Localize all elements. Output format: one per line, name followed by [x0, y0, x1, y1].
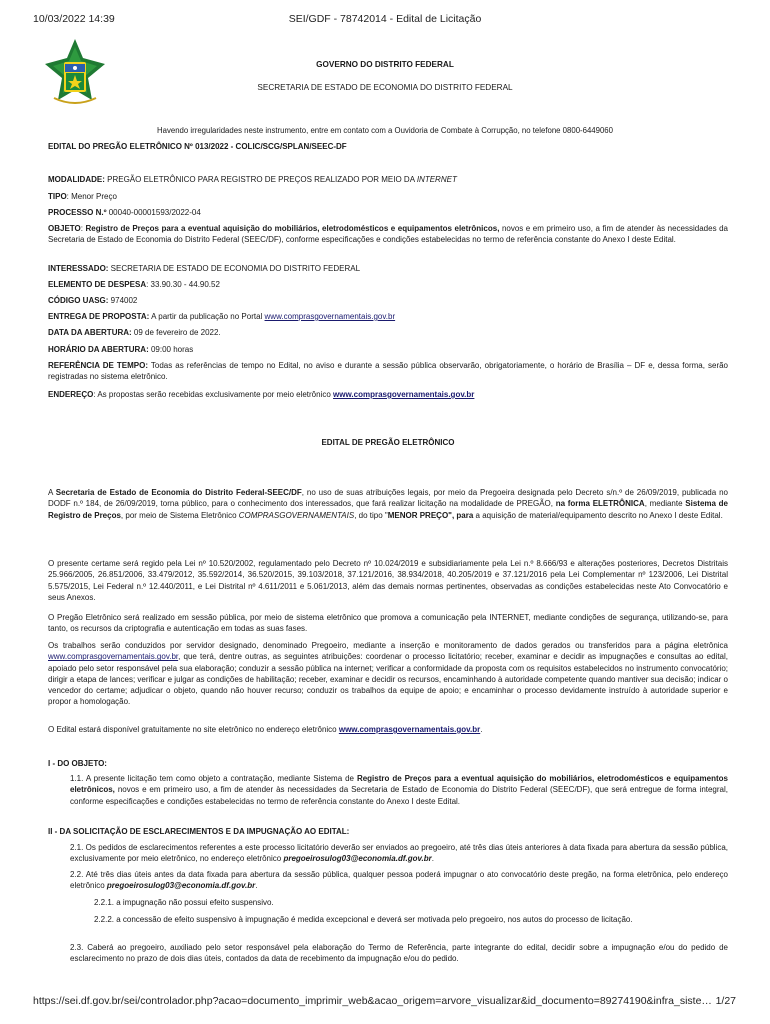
clause-2-2-1: 2.2.1. a impugnação não possui efeito suspensivo.: [94, 898, 274, 907]
field-referencia-tempo: REFERÊNCIA DE TEMPO: Todas as referências de tempo no Edital, no aviso e durante a sessão pública observarão, obrigatoriamente, o horário de Brasília – DF e, dessa forma, serão registradas no sistema eletrônico.: [48, 361, 729, 382]
edital-title: EDITAL DO PREGÃO ELETRÔNICO Nº 013/2022 - COLIC/SCG/SPLAN/SEEC-DF: [48, 142, 347, 151]
section-subtitle: EDITAL DE PREGÃO ELETRÔNICO: [321, 438, 455, 447]
page-number: 1/27: [715, 995, 736, 1007]
comprasgov-link[interactable]: www.comprasgovernamentais.gov.br: [264, 312, 396, 321]
field-modalidade: MODALIDADE: PREGÃO ELETRÔNICO PARA REGISTRO DE PREÇOS REALIZADO POR MEIO DA INTERNET: [48, 175, 457, 184]
government-name: GOVERNO DO DISTRITO FEDERAL: [316, 60, 454, 69]
print-url: https://sei.df.gov.br/sei/controlador.php?acao=documento_imprimir_web&acao_origem=arvore_visualizar&id_documento=89274190&infra_siste…: [33, 995, 712, 1007]
legal-basis-paragraph: O presente certame será regido pela Lei nº 10.520/2002, regulamentado pelo Decreto nº 10.024/2019 e subsidiariamente pela Lei n.º 8.666/93 e alterações posteriores, Decretos Distritais 25.966/2005, 26.851/2006, 33.479/2012, 35.592/2014, 36.520/2015, 39.103/2018, 37.121/2016, 38.934/2018, 40.205/2019 e 37.121/2016 pela Lei Complementar nº 123/2006, Lei Distrital 5.575/2015, Lei Federal n.º 12.440/2011, e Lei Distrital nº 4.611/2011 e 5.061/2013, além das demais normas pertinentes, observadas as condições estabelecidas neste Ato Convocatório e seus Anexos.: [48, 559, 728, 602]
print-page-title: SEI/GDF - 78742014 - Edital de Licitação: [288, 13, 482, 25]
field-codigo-uasg: CÓDIGO UASG: 974002: [48, 296, 138, 305]
pregoeiro-duties-paragraph: Os trabalhos serão conduzidos por servidor designado, denominado Pregoeiro, mediante a inserção e monitoramento de dados gerados ou transferidos para a página eletrônica www.comprasgovernamentais.gov.br, que terá, dentre outras, as seguintes atribuições: coordenar o processo licitatório; receber, examinar e decidir as impugnações e consultas ao edital, apoiado pelo setor responsável pela sua elaboração; conduzir a sessão pública na internet; verificar a conformidade da proposta com os requisitos estabelecidos no instrumento convocatório; dirigir a etapa de lances; verificar e julgar as condições de habilitação; receber, examinar e decidir os recursos, encaminhando à autoridade competente quando mantiver sua decisão; indicar o vencedor do certame; adjudicar o objeto, quando não houver recurso; conduzir os trabalhos da equipe de apoio; e encaminhar o processo devidamente instruído à autoridade superior e propor a homologação.: [48, 641, 728, 707]
section-i-title: I - DO OBJETO:: [48, 759, 107, 768]
field-elemento-despesa: ELEMENTO DE DESPESA: 33.90.30 - 44.90.52: [48, 280, 220, 289]
field-tipo: TIPO: Menor Preço: [48, 192, 117, 201]
print-datetime: 10/03/2022 14:39: [33, 13, 115, 25]
field-data-abertura: DATA DA ABERTURA: 09 de fevereiro de 2022.: [48, 328, 221, 337]
comprasgov-link[interactable]: www.comprasgovernamentais.gov.br: [48, 652, 179, 662]
ombudsman-notice: Havendo irregularidades neste instrumento, entre em contato com a Ouvidoria de Combate à Corrupção, no telefone 0800-6449060: [157, 126, 613, 135]
intro-paragraph: A Secretaria de Estado de Economia do Distrito Federal-SEEC/DF, no uso de suas atribuições legais, por meio da Pregoeira designada pelo Decreto s/n.º de 26/09/2019, publicada no DODF n.º 184, de 26/09/2019, torna público, para o conhecimento dos interessados, que fará realizar licitação na modalidade de PREGÃO, na forma ELETRÔNICA, mediante Sistema de Registro de Preços, por meio de Sistema Eletrônico COMPRASGOVERNAMENTAIS, do tipo "MENOR PREÇO", para a aquisição de material/equipamento descrito no Anexo I deste Edital.: [48, 488, 728, 520]
electronic-session-paragraph: O Pregão Eletrônico será realizado em sessão pública, por meio de sistema eletrônico que promova a comunicação pela INTERNET, mediante condições de segurança, utilizando-se, para tanto, os recursos da criptografia e autenticação em todas as suas fases.: [48, 613, 728, 634]
secretariat-name: SECRETARIA DE ESTADO DE ECONOMIA DO DISTRITO FEDERAL: [257, 83, 513, 92]
field-entrega-proposta: ENTREGA DE PROPOSTA: A partir da publicação no Portal www.comprasgovernamentais.gov.br: [48, 312, 396, 321]
clause-2-1: 2.1. Os pedidos de esclarecimentos referentes a este processo licitatório deverão ser enviados ao pregoeiro, até três dias úteis anteriores à data fixada para abertura da sessão pública, exclusivamente por meio eletrônico, no endereço eletrônico pregoeirosulog03@economia.df.gov.br.: [70, 843, 728, 864]
comprasgov-link[interactable]: www.comprasgovernamentais.gov.br: [333, 390, 475, 399]
comprasgov-link[interactable]: www.comprasgovernamentais.gov.br: [338, 725, 481, 734]
edital-availability-paragraph: O Edital estará disponível gratuitamente no site eletrônico no endereço eletrônico www.comprasgovernamentais.gov.br.: [48, 725, 483, 734]
clause-2-2-2: 2.2.2. a concessão de efeito suspensivo à impugnação é medida excepcional e deverá ser motivada pelo pregoeiro, nos autos do processo de licitação.: [94, 915, 633, 924]
clause-2-3: 2.3. Caberá ao pregoeiro, auxiliado pelo setor responsável pela elaboração do Termo de Referência, parte integrante do edital, decidir sobre a impugnação e/ou do pedido de esclarecimento no prazo de dois dias úteis, contados da data de recebimento da impugnação e/ou do pedido.: [70, 943, 728, 964]
field-endereco: ENDEREÇO: As propostas serão recebidas exclusivamente por meio eletrônico www.comprasgovernamentais.gov.br: [48, 390, 475, 399]
brasao-df-logo: [44, 38, 106, 108]
clause-2-2: 2.2. Até três dias úteis antes da data fixada para abertura da sessão pública, qualquer pessoa poderá impugnar o ato convocatório deste pregão, na forma eletrônica, pelo endereço eletrônico pregoeirosulog03@economia.df.gov.br.: [70, 870, 728, 891]
field-horario-abertura: HORÁRIO DA ABERTURA: 09:00 horas: [48, 345, 194, 354]
field-interessado: INTERESSADO: SECRETARIA DE ESTADO DE ECONOMIA DO DISTRITO FEDERAL: [48, 264, 361, 273]
clause-1-1: 1.1. A presente licitação tem como objeto a contratação, mediante Sistema de Registro de Preços para a eventual aquisição do mobiliários, eletrodomésticos e equipamentos eletrônicos, novos e em primeiro uso, a fim de atender às necessidades da Secretaria de Estado de Economia do Distrito Federal (SEEC/DF), que será entregue de forma integral, conforme especificações e condições estabelecidas no termo de referência constante do Anexo I deste Edital.: [70, 774, 728, 806]
field-objeto: OBJETO: Registro de Preços para a eventual aquisição do mobiliários, eletrodomésticos e equipamentos eletrônicos, novos e em primeiro uso, a fim de atender às necessidades da Secretaria de Estado de Economia do Distrito Federal (SEEC/DF), conforme especificações e condições estabelecidas no termo de referência constante do Anexo I deste Edital.: [48, 224, 729, 245]
section-ii-title: II - DA SOLICITAÇÃO DE ESCLARECIMENTOS E DA IMPUGNAÇÃO AO EDITAL:: [48, 827, 350, 836]
field-processo: PROCESSO N.º 00040-00001593/2022-04: [48, 208, 201, 217]
